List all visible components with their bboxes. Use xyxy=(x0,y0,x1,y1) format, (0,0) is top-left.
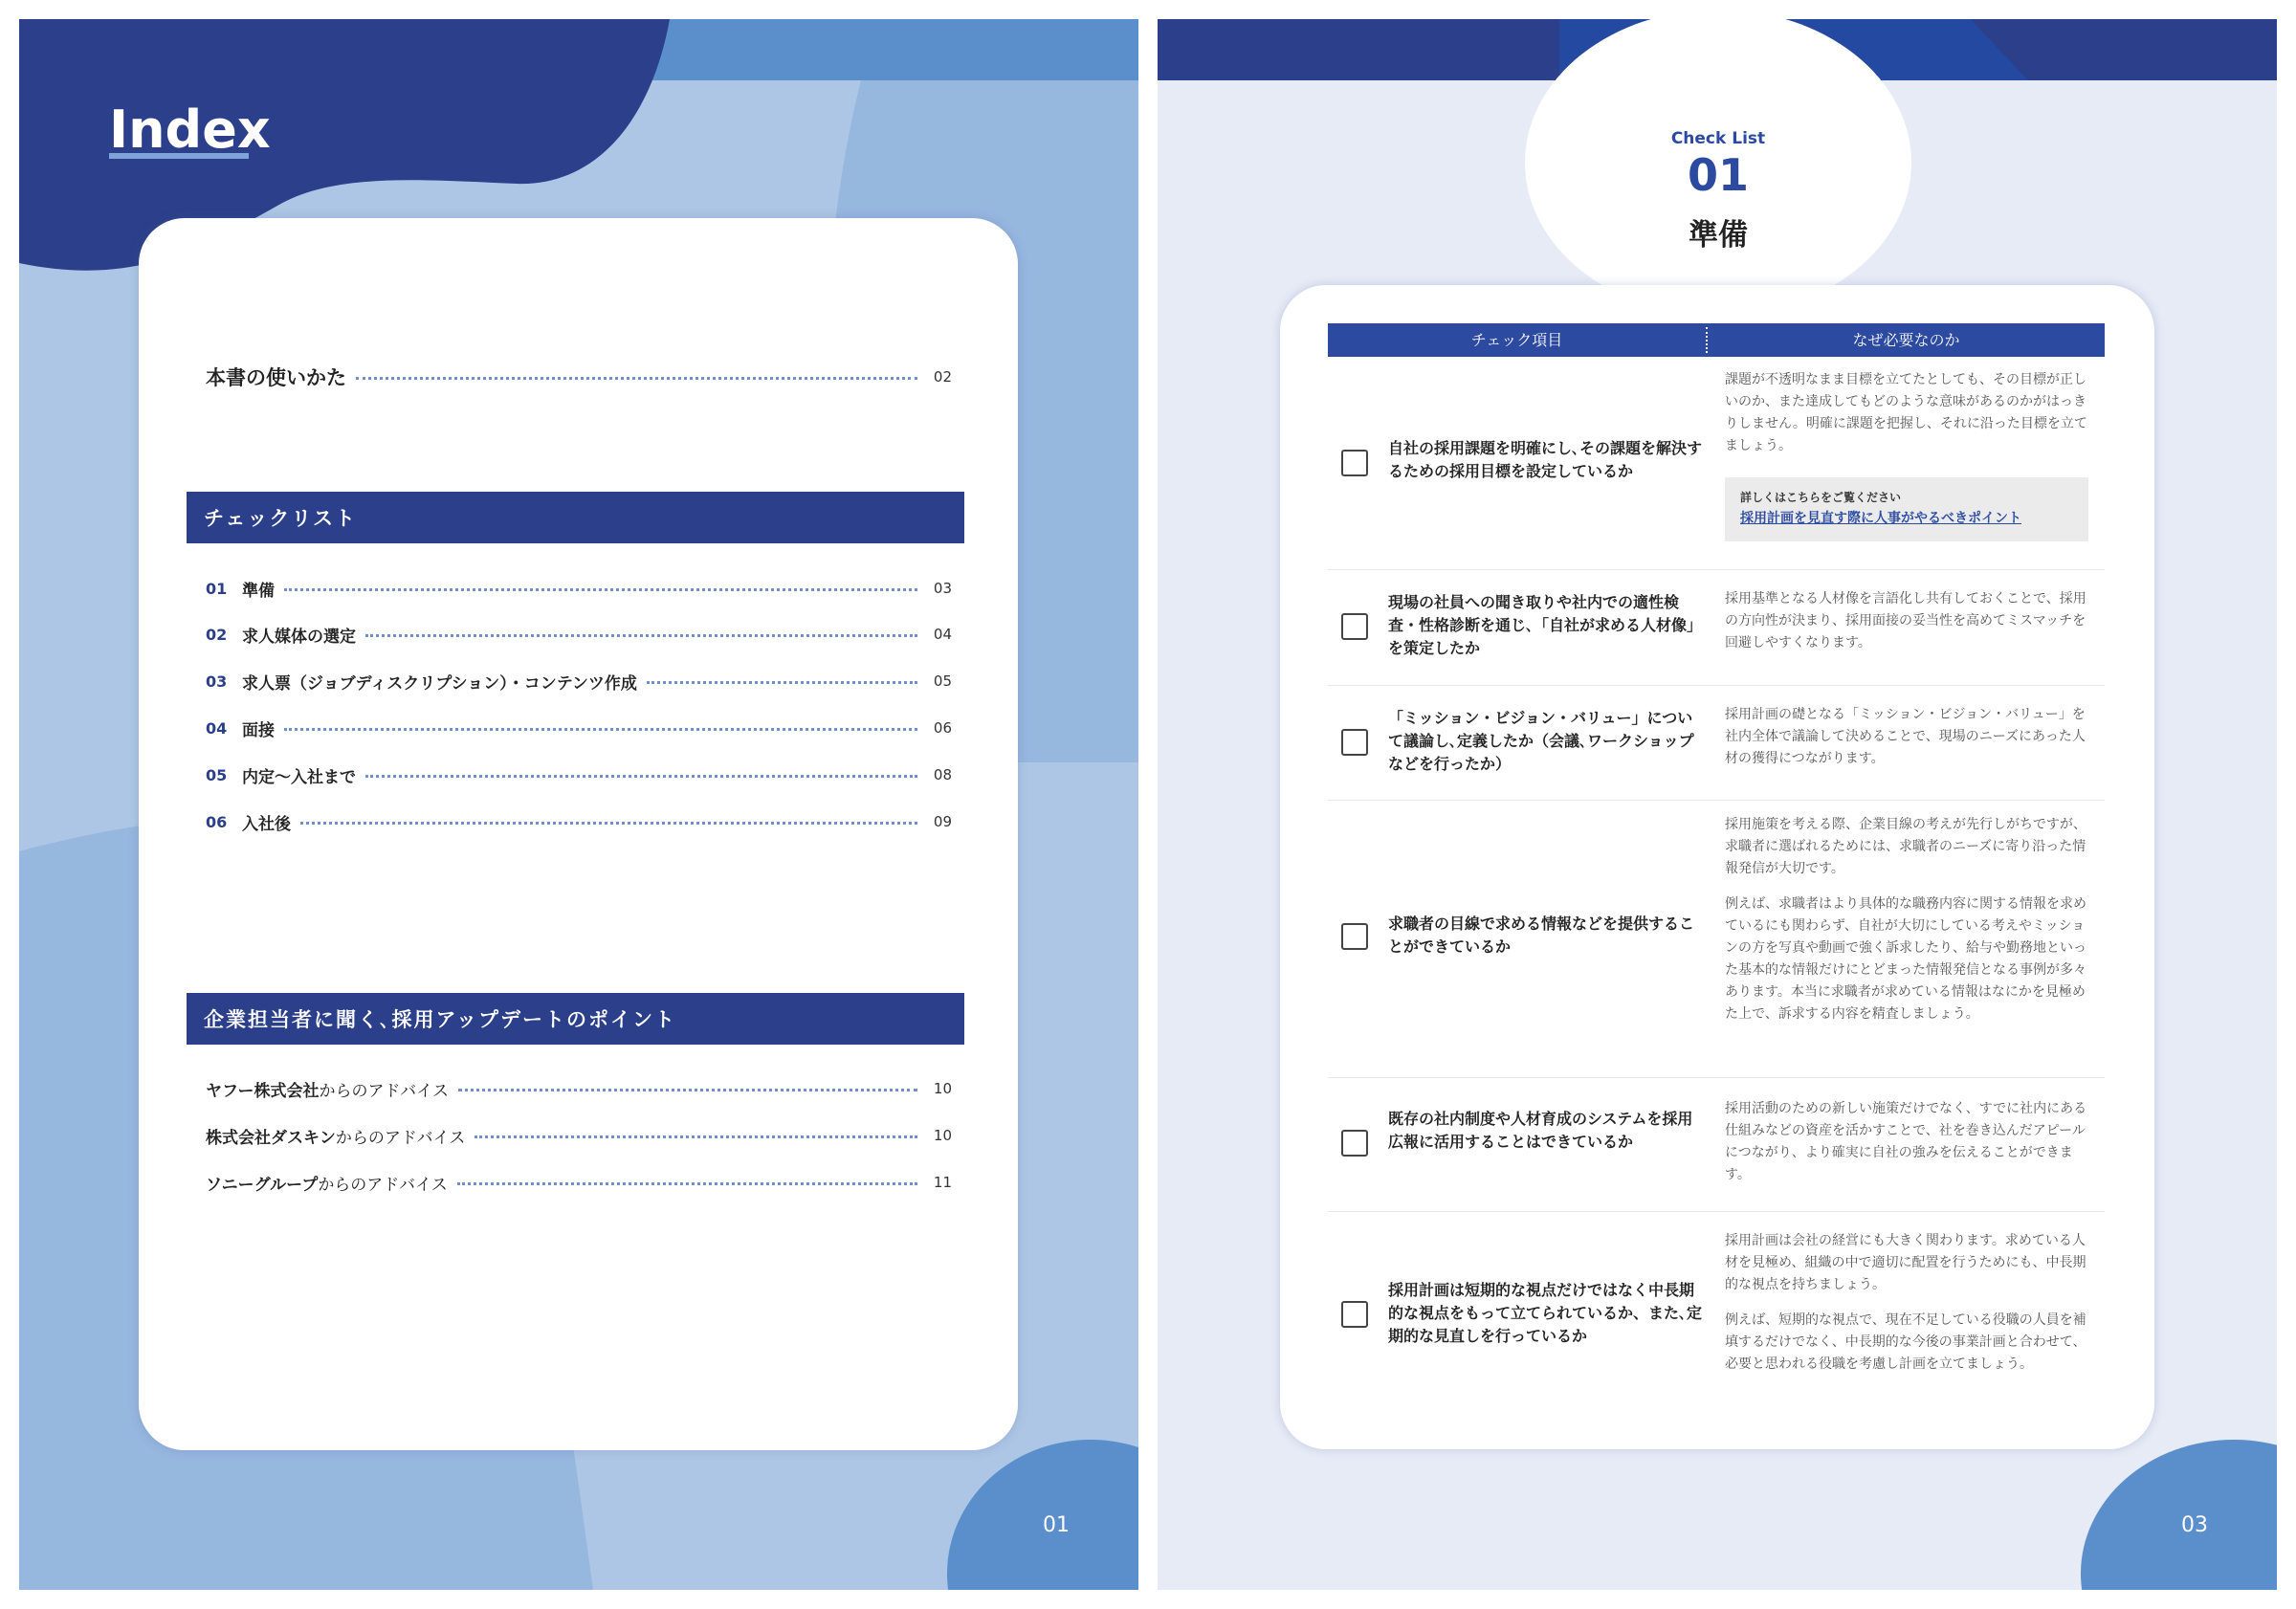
advice-suffix: からのアドバイス xyxy=(335,1128,466,1148)
dot-leader xyxy=(365,634,917,637)
detail-link[interactable]: 採用計画を見直す際に人事がやるべきポイント xyxy=(1740,511,2021,526)
toc-entry[interactable] xyxy=(206,665,952,697)
checkbox[interactable] xyxy=(1341,613,1368,640)
toc-page: 10 xyxy=(933,1080,952,1097)
checkbox[interactable] xyxy=(1341,1301,1368,1328)
table-row xyxy=(1328,357,2105,570)
reason-paragraph: 例えば、短期的な視点で、現在不足している役職の人員を補填するだけでなく、中長期的な今後の事業計画と合わせて、必要と思われる役職を考慮し計画を立てましょう。 xyxy=(1725,1312,2086,1372)
reason-text xyxy=(1725,704,2098,783)
table-header xyxy=(1328,323,2105,357)
dot-leader xyxy=(647,681,917,684)
toc-page: 11 xyxy=(933,1174,952,1191)
table-row xyxy=(1328,569,2105,686)
company-name: ヤフー株式会社 xyxy=(206,1081,320,1101)
page-title: Index xyxy=(109,99,271,160)
page-number: 03 xyxy=(2181,1513,2208,1537)
badge-number: 01 xyxy=(1687,149,1749,201)
toc-entry[interactable] xyxy=(206,805,952,838)
reason-text xyxy=(1725,369,2098,471)
link-box xyxy=(1725,477,2088,541)
badge-title: 準備 xyxy=(1689,218,1748,253)
reason-paragraph: 採用計画の礎となる「ミッション・ビジョン・バリュー」を社内全体で議論して決めることで、現場のニーズにあった人材の獲得につながります。 xyxy=(1725,707,2086,766)
check-item-text: 現場の社員への聞き取りや社内での適性検査・性格診断を通じ､「自社が求める人材像」を策定したか xyxy=(1388,593,1703,657)
toc-entry-advice[interactable] xyxy=(206,1119,952,1152)
toc-entry-advice[interactable] xyxy=(206,1166,952,1199)
toc-page: 05 xyxy=(933,672,952,690)
dot-leader xyxy=(458,1089,917,1091)
header-item: チェック項目 xyxy=(1470,331,1563,349)
reason-text xyxy=(1725,814,2098,1039)
reason-paragraph: 課題が不透明なまま目標を立てたとしても、その目標が正しいのか、また達成してもどのような意味があるのかがはっきりしません。明確に課題を把握し、それに沿った目標を立てましょう。 xyxy=(1725,372,2087,453)
dot-leader xyxy=(284,588,917,591)
table-row xyxy=(1328,685,2105,801)
toc-num: 05 xyxy=(206,765,228,784)
dot-leader xyxy=(356,377,917,380)
check-item-text: 自社の採用課題を明確にし､その課題を解決するための採用目標を設定しているか xyxy=(1388,439,1703,480)
toc-page: 10 xyxy=(933,1127,952,1144)
advice-section-heading: 企業担当者に聞く､採用アップデートのポイント xyxy=(187,993,964,1045)
checklist-section-heading: チェックリスト xyxy=(187,492,964,543)
company-name: 株式会社ダスキン xyxy=(206,1128,336,1148)
toc-entry-advice[interactable] xyxy=(206,1072,952,1105)
table-row xyxy=(1328,800,2105,1078)
toc-num: 03 xyxy=(206,672,228,691)
toc-entry-intro[interactable] xyxy=(206,361,952,393)
checklist-page xyxy=(1158,19,2277,1590)
check-item-text: 求職者の目線で求める情報などを提供することができているか xyxy=(1388,915,1695,956)
dot-leader xyxy=(284,728,917,731)
toc-page: 06 xyxy=(933,719,952,737)
check-item-text: 既存の社内制度や人材育成のシステムを採用広報に活用することはできているか xyxy=(1388,1110,1693,1151)
reason-paragraph: 採用基準となる人材像を言語化し共有しておくことで、採用の方向性が決まり、採用面接の妥当性を高めてミスマッチを回避しやすくなります。 xyxy=(1725,591,2086,650)
reason-paragraph: 採用施策を考える際、企業目線の考えが先行しがちですが、求職者に選ばれるためには、求職者のニーズに寄り沿った情報発信が大切です。 xyxy=(1725,817,2086,876)
toc-label xyxy=(206,1077,449,1101)
dot-leader xyxy=(365,775,917,778)
dot-leader xyxy=(457,1182,917,1185)
toc-label xyxy=(206,1124,465,1148)
toc-entry[interactable] xyxy=(206,712,952,744)
toc-label xyxy=(206,1171,448,1195)
toc-num: 04 xyxy=(206,718,228,738)
toc-num: 02 xyxy=(206,625,228,644)
reason-text xyxy=(1725,1098,2098,1200)
check-item-text: 「ミッション・ビジョン・バリュー」について議論し､定義したか（会議､ワークショップなどを行ったか） xyxy=(1388,709,1694,773)
toc-label: 入社後 xyxy=(242,814,291,834)
dot-leader xyxy=(475,1135,917,1138)
toc-entry[interactable] xyxy=(206,618,952,650)
toc-label: 準備 xyxy=(242,581,275,601)
toc-entry[interactable] xyxy=(206,759,952,791)
advice-suffix: からのアドバイス xyxy=(318,1175,448,1195)
toc-card xyxy=(139,218,1018,1450)
header-reason: なぜ必要なのか xyxy=(1852,331,1960,349)
toc-label: 求人媒体の選定 xyxy=(242,627,356,647)
toc-page: 09 xyxy=(933,813,952,830)
checklist-card xyxy=(1280,285,2154,1449)
checkbox[interactable] xyxy=(1341,923,1368,950)
reason-paragraph: 採用活動のための新しい施策だけでなく、すでに社内にある仕組みなどの資産を活かすことで、社を巻き込んだアピールにつながり、より確実に自社の強みを伝えることができます。 xyxy=(1725,1101,2087,1182)
toc-label: 面接 xyxy=(242,720,275,740)
badge-label: Check List xyxy=(1670,129,1766,148)
toc-num: 01 xyxy=(206,579,228,598)
company-name: ソニーグループ xyxy=(206,1175,319,1195)
advice-suffix: からのアドバイス xyxy=(319,1081,449,1101)
reason-text xyxy=(1725,588,2098,668)
toc-page: 03 xyxy=(933,580,952,597)
toc-page: 08 xyxy=(933,766,952,783)
dot-leader xyxy=(300,822,917,825)
toc-entry[interactable] xyxy=(206,572,952,605)
toc-page: 04 xyxy=(933,626,952,643)
reason-paragraph: 例えば、求職者はより具体的な職務内容に関する情報を求めているにも関わらず、自社が大切にしている考えやミッションの方を写真や動画で強く訴求したり、給与や勤務地といった基本的な情報だけにとどまった情報発信となる事例が多々あります。本当に求職者が求めている情報はなにかを見極めた上で、訴求する内容を精査しましょう。 xyxy=(1725,896,2086,1022)
toc-label: 本書の使いかた xyxy=(206,366,346,389)
toc-num: 06 xyxy=(206,812,228,831)
reason-text xyxy=(1725,1230,2098,1389)
toc-label: 求人票（ジョブディスクリプション）・コンテンツ作成 xyxy=(242,673,637,694)
index-page xyxy=(19,19,1138,1590)
checkbox[interactable] xyxy=(1341,450,1368,476)
page-number: 01 xyxy=(1043,1513,1070,1537)
check-item-text: 採用計画は短期的な視点だけではなく中長期的な視点をもって立てられているか、また､定期的な見直しを行っているか xyxy=(1388,1281,1703,1345)
checkbox[interactable] xyxy=(1341,1130,1368,1157)
checkbox[interactable] xyxy=(1341,729,1368,756)
reason-paragraph: 採用計画は会社の経営にも大きく関わります。求めている人材を見極め、組織の中で適切に配置を行うためにも、中長期的な視点を持ちましょう。 xyxy=(1725,1233,2086,1292)
toc-label: 内定〜入社まで xyxy=(242,767,356,787)
toc-page: 02 xyxy=(933,368,952,386)
table-row xyxy=(1328,1211,2105,1422)
table-row xyxy=(1328,1077,2105,1212)
link-intro: 詳しくはこちらをご覧ください xyxy=(1740,491,1902,504)
